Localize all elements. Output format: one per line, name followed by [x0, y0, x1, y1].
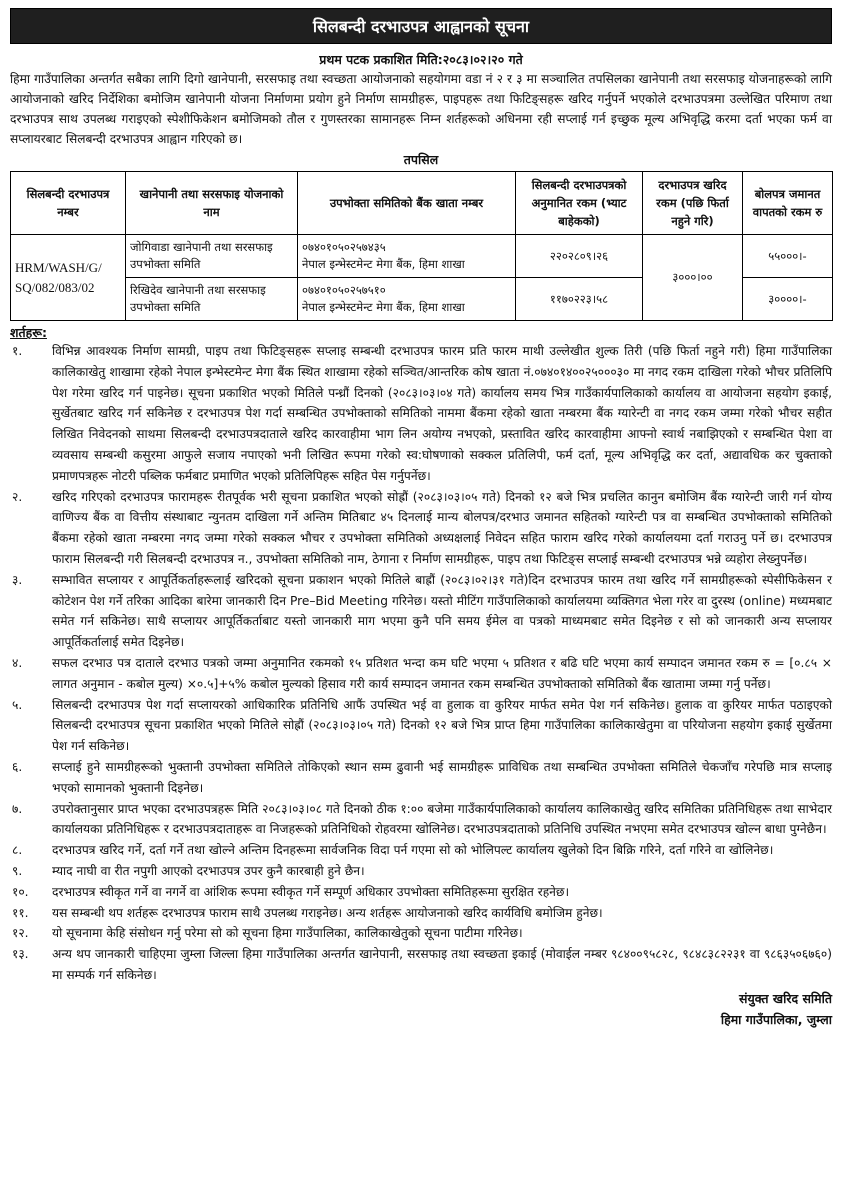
term-text: यो सूचनामा केहि संसोधन गर्नु परेमा सो को सूचना हिमा गाउँपालिका, कालिकाखेतुको सूचना पाटीमा गरिनेछ।	[52, 926, 523, 941]
term-text: उपरोक्तानुसार प्राप्त भएका दरभाउपत्रहरू मिति २०८३।०३।०८ गते दिनको ठीक १:०० बजेमा गाउँकार्यपालिकाको कार्यालय कालिकाखेतु खरिद समितिका प्रतिनिधिहरू तथा साभेदार कार्यालयका प्रतिनिधिहरू र दरभाउपत्रदाताहरू वा निजहरूको प्रतिनिधिको रोहवरमा खोलिनेछ। दरभाउपत्रदाताको प्रतिनिधि उपस्थित नभएमा समेत दरभाउपत्र खोल्न बाधा पुग्नेछैन।	[52, 801, 832, 837]
tapasil-heading: तपसिल	[403, 152, 439, 167]
table-header-row	[11, 172, 833, 235]
term-item	[10, 570, 832, 653]
term-number: ८.	[12, 843, 23, 858]
signature-office: हिमा गाउँपालिका, जुम्ला	[720, 1011, 832, 1027]
term-number: १.	[12, 344, 23, 358]
term-text: दरभाउपत्र खरिद गर्ने, दर्ता गर्ने तथा खोल्ने अन्तिम दिनहरूमा सार्वजनिक विदा पर्न गएमा सो को भोलिपल्ट कार्यालय खुलेको दिन बिक्रि गरिने, दर्ता गरिने वा खोलिनेछ।	[52, 843, 774, 858]
table-row	[11, 235, 833, 278]
term-item	[10, 799, 832, 841]
account-number: ०७४०१०५०२५७५१०	[302, 283, 386, 297]
header-reference: सिलबन्दी दरभाउपत्र नम्बर	[11, 172, 126, 235]
term-text: सप्लाई हुने सामग्रीहरूको भुक्तानी उपभोक्ता समितिले तोकिएको स्थान सम्म ढुवानी भई सामग्रीहरू प्राविधिक तथा सम्बन्धित उपभोक्ता समितिले चेकजाँच गरेपछि मात्र सप्लाइ भएको सामानको भुक्तानी दिइनेछ।	[52, 759, 832, 795]
term-item	[10, 653, 832, 695]
term-item	[10, 341, 832, 487]
term-text: सिलबन्दी दरभाउपत्र पेश गर्दा सप्लायरको आधिकारिक प्रतिनिधि आफैं उपस्थित भई वा हुलाक वा कुरियर मार्फत समेत पेश गर्न सकिनेछ। हुलाक वा कुरियर मार्फत पठाइएको सिलबन्दी दरभाउपत्र सूचना प्रकाशित भएको मितिले सोह्रौं (२०८३।०३।०५ गते) दिनको १२ बजे भित्र प्राप्त हिमा गाउँपालिका कालिकाखेतुमा वा परियोजना सहयोग इकाई सुर्खेतमा पेश गर्न सकिनेछ।	[52, 697, 832, 754]
term-item	[10, 903, 832, 924]
tender-table	[10, 171, 833, 321]
term-item	[10, 882, 832, 903]
term-number: २.	[12, 489, 23, 504]
security-amount: ३००००।-	[743, 278, 833, 321]
header-form-price: दरभाउपत्र खरिद रकम (पछि फिर्ता नहुने गरि)	[643, 172, 743, 235]
bank-account	[298, 235, 516, 278]
term-number: १३.	[12, 947, 29, 962]
bank-name: नेपाल इन्भेस्टमेन्ट मेगा बैंक, हिमा शाखा	[302, 300, 465, 314]
intro-paragraph: हिमा गाउँपालिका अन्तर्गत सबैका लागि दिगो खानेपानी, सरसफाइ तथा स्वच्छता आयोजनाको सहयोगमा वडा नं २ र ३ मा सञ्चालित तपसिलका खानेपानी तथा सरसफाइ योजनाहरूको लागि आयोजनाको खरिद निर्देशिका बमोजिम खानेपानी योजना निर्माणमा प्रयोग हुने निर्माण सामग्रीहरू, पाइपहरू तथा फिटिङ्सहरू खरिद गर्नुपर्ने भएकोले दरभाउपत्रमा उल्लेखित परिमाण तथा दरभाउपत्र साथ उपलब्ध गराइएको स्पेशीफिकेशन बमोजिमको तौल र गुणस्तरका सामानहरू निम्न शर्तहरूको अधिनमा रही सप्लाई गर्न इच्छुक मूल्य अभिवृद्धि करमा दर्ता भएका फर्म वा सप्लायरबाट सिलबन्दी दरभाउपत्र आह्वान गरिएको छ।	[10, 72, 832, 146]
term-number: ५.	[12, 697, 23, 712]
term-number: ११.	[12, 905, 29, 920]
term-text: सम्भावित सप्लायर र आपूर्तिकर्ताहरूलाई खरिदको सूचना प्रकाशन भएको मितिले बाह्रौं (२०८३।०२।३१ गते)दिन दरभाउपत्र फारम तथा खरिद गर्ने सामग्रीहरूको स्पेसीफिकेसन र कोटेशन पेश गर्ने तरिका आदिका बारेमा जानकारी दिन Pre–Bid Meeting गरिनेछ। यस्तो मीटिंग गाउँपालिकाको कार्यालयमा व्यक्तिगत भेला गरेर वा दुरस्थ (online) मध्यमबाट समेत गर्न सकिनेछ। साथै सप्लायर आपूर्तिकर्ताबाट यस्तो जानकारी माग भएमा कुनै पनि समय ईमेल वा पत्रको माध्यमबाट समेत दिइनेछ र सो को जानकारी अन्य सप्लायर आपूर्तिकर्तालाई समेत दिइनेछ।	[52, 572, 832, 650]
term-item	[10, 840, 832, 861]
header-project: खानेपानी तथा सरसफाइ योजनाको नाम	[126, 172, 298, 235]
term-number: ९.	[12, 863, 23, 878]
notice-title: सिलबन्दी दरभाउपत्र आह्वानको सूचना	[10, 8, 832, 44]
term-text: दरभाउपत्र स्वीकृत गर्ने वा नगर्ने वा आंशिक रूपमा स्वीकृत गर्ने सम्पूर्ण अधिकार उपभोक्ता समितिहरूमा सुरक्षित रहनेछ।	[52, 884, 570, 899]
header-account: उपभोक्ता समितिको बैंक खाता नम्बर	[298, 172, 516, 235]
term-item	[10, 757, 832, 799]
term-number: ७.	[12, 801, 23, 816]
term-item	[10, 695, 832, 757]
term-text: म्याद नाघी वा रीत नपुगी आएको दरभाउपत्र उपर कुनै कारबाही हुने छैन।	[52, 863, 365, 878]
term-text: अन्य थप जानकारी चाहिएमा जुम्ला जिल्ला हिमा गाउँपालिका अन्तर्गत खानेपानी, सरसफाइ तथा स्वच्छता इकाई (मोवाईल नम्बर ९८४००९५८२८, ९८४८३८२२३१ वा ९८६३५०६७६०) मा सम्पर्क गर्न सकिनेछ।	[52, 947, 832, 982]
term-number: १२.	[12, 926, 29, 941]
term-item	[10, 944, 832, 986]
term-number: ४.	[12, 655, 23, 670]
term-text: खरिद गरिएको दरभाउपत्र फारामहरू रीतपूर्वक भरी सूचना प्रकाशित भएको सोह्रौं (२०८३।०३।०५ गते) दिनको १२ बजे भित्र प्रचलित कानुन बमोजिम बैंक ग्यारेन्टी जारी गर्न योग्य वाणिज्य बैंक वा वित्तीय संस्थाबाट न्युनतम दाखिला गर्ने अन्तिम मितिबाट ४५ दिनलाई मान्य बोलपत्र/दरभाउ जमानत सहितको ग्यारेन्टी पत्र वा सम्बन्धित उपभोक्ताको समितिको बैंकमा रहेको खाता नम्बरमा नगद जम्मा गरेको सक्कल भौचर र उपभोक्ता समितिको अध्यक्षलाई निवेदन सहित फाराम खरिद गरेको कार्यालयमा दर्ता गराउनु पर्ने छ। दरभाउपत्र फाराम सिलबन्दी गरी सिलबन्दी दरभाउपत्र न., उपभोक्ता समितिको नाम, ठेगाना र निर्माण सामग्रीहरू, पाइप तथा फिटिङ्स सप्लाई सम्बन्धी दरभाउपत्र भन्ने व्यहोरा लेख्नुपर्नेछ।	[52, 489, 832, 566]
publish-date: प्रथम पटक प्रकाशित मिति:२०८३।०२।२० गते	[319, 52, 523, 67]
account-number: ०७४०१०५०२५७४३५	[302, 240, 386, 254]
term-item	[10, 923, 832, 944]
term-text: विभिन्न आवश्यक निर्माण सामग्री, पाइप तथा फिटिङ्सहरू सप्लाइ सम्बन्धी दरभाउपत्र फारम प्रति फारम माथी उल्लेखीत शुल्क तिरी (पछि फिर्ता नहुने गरी) हिमा गाउँपालिका कालिकाखेतु शाखामा रहेको नेपाल इन्भेस्टमेन्ट मेगा बैंक स्थित शाखामा रहेको सञ्चित/आन्तरिक कोष खाता नं.०७४०१४००२५०००३० मा नगद रकम दाखिला गरेको भौचर प्रतिलिपि पेश गरेमा खरिद गर्न पाइनेछ। सूचना प्रकाशित भएको मितिले पन्ध्रौं दिनको (२०८३।०३।०४ गते) कार्यालय समय भित्र गाउँकार्यपालिकाको कार्यालय वा आयोजना सहयोग इकाई, सुर्खेतबाट खरिद गर्न सकिनेछ र दरभाउपत्र पेश गर्दा सम्बन्धित उपभोक्ताको समितिको नाममा बैंकमा रहेको खाता नम्बरमा बैंक ग्यारेन्टी वा नगद रकम जम्मा गरेको भौचर सहीत लिखित निवेदनको साथमा सिलबन्दी दरभाउपत्रदाताले खरिद कारवाहीमा भाग लिन अयोग्य नभएको, प्रस्तावित खरिद कारवाहीमा आफ्नो स्वार्थ नबाझिएको र सम्बन्धित पेशा वा व्यवसाय सम्बन्धी कसुरमा आफुले सजाय नपाएको भनी लिखित रूपमा गरेको स्व:घोषणाको सक्कल प्रतिलिपी, फर्म दर्ता, मूल्य अभिवृद्धि कर दर्ता, अद्यावधिक कर चुक्ताको प्रमाणपत्रहरू नोटरी पब्लिक फर्मबाट प्रमाणित भएको प्रतिलिपिहरू सहित पेस गर्नुपर्नेछ।	[52, 344, 832, 483]
signature-block	[10, 988, 832, 1030]
form-price: ३०००।००	[643, 235, 743, 321]
security-amount: ५५०००।-	[743, 235, 833, 278]
terms-list	[10, 341, 832, 986]
term-text: यस सम्बन्धी थप शर्तहरू दरभाउपत्र फाराम साथै उपलब्ध गराइनेछ। अन्य शर्तहरू आयोजनाको खरिद कार्यविधि बमोजिम हुनेछ।	[52, 905, 603, 920]
term-number: १०.	[12, 884, 29, 899]
term-item	[10, 861, 832, 882]
term-item	[10, 487, 832, 570]
estimate-amount: ११७०२२३।५८	[516, 278, 643, 321]
bank-name: नेपाल इन्भेस्टमेन्ट मेगा बैंक, हिमा शाखा	[302, 257, 465, 271]
project-name: जोगिवाडा खानेपानी तथा सरसफाइ उपभोक्ता समिति	[126, 235, 298, 278]
signature-committee: संयुक्त खरिद समिति	[739, 990, 832, 1006]
bank-account	[298, 278, 516, 321]
reference-number: HRM/WASH/G/ SQ/082/083/02	[11, 235, 126, 321]
term-text: सफल दरभाउ पत्र दाताले दरभाउ पत्रको जम्मा अनुमानित रकमको १५ प्रतिशत भन्दा कम घटि भएमा ५ प्रतिशत र बढि घटि भएमा कार्य सम्पादन जमानत रकम रु = [०.८५ × लागत अनुमान - कबोल मुल्य) ×०.५]+५% कबोल मुल्यको हिसाव गरी कार्य सम्पादन जमानत रकम सम्बन्धित उपभोक्ताको समितिको बैंक खातामा जम्मा गर्नु पर्नेछ।	[52, 655, 832, 691]
project-name: रिखिदेव खानेपानी तथा सरसफाइ उपभोक्ता समिति	[126, 278, 298, 321]
term-number: ३.	[12, 572, 23, 587]
estimate-amount: २२०२८०९।२६	[516, 235, 643, 278]
terms-heading: शर्तहरू:	[10, 325, 47, 340]
header-security: बोलपत्र जमानत वापतको रकम रु	[743, 172, 833, 235]
term-number: ६.	[12, 759, 23, 774]
notice-page	[10, 8, 832, 1030]
header-estimate: सिलबन्दी दरभाउपत्रको अनुमानित रकम (भ्याट बाहेकको)	[516, 172, 643, 235]
